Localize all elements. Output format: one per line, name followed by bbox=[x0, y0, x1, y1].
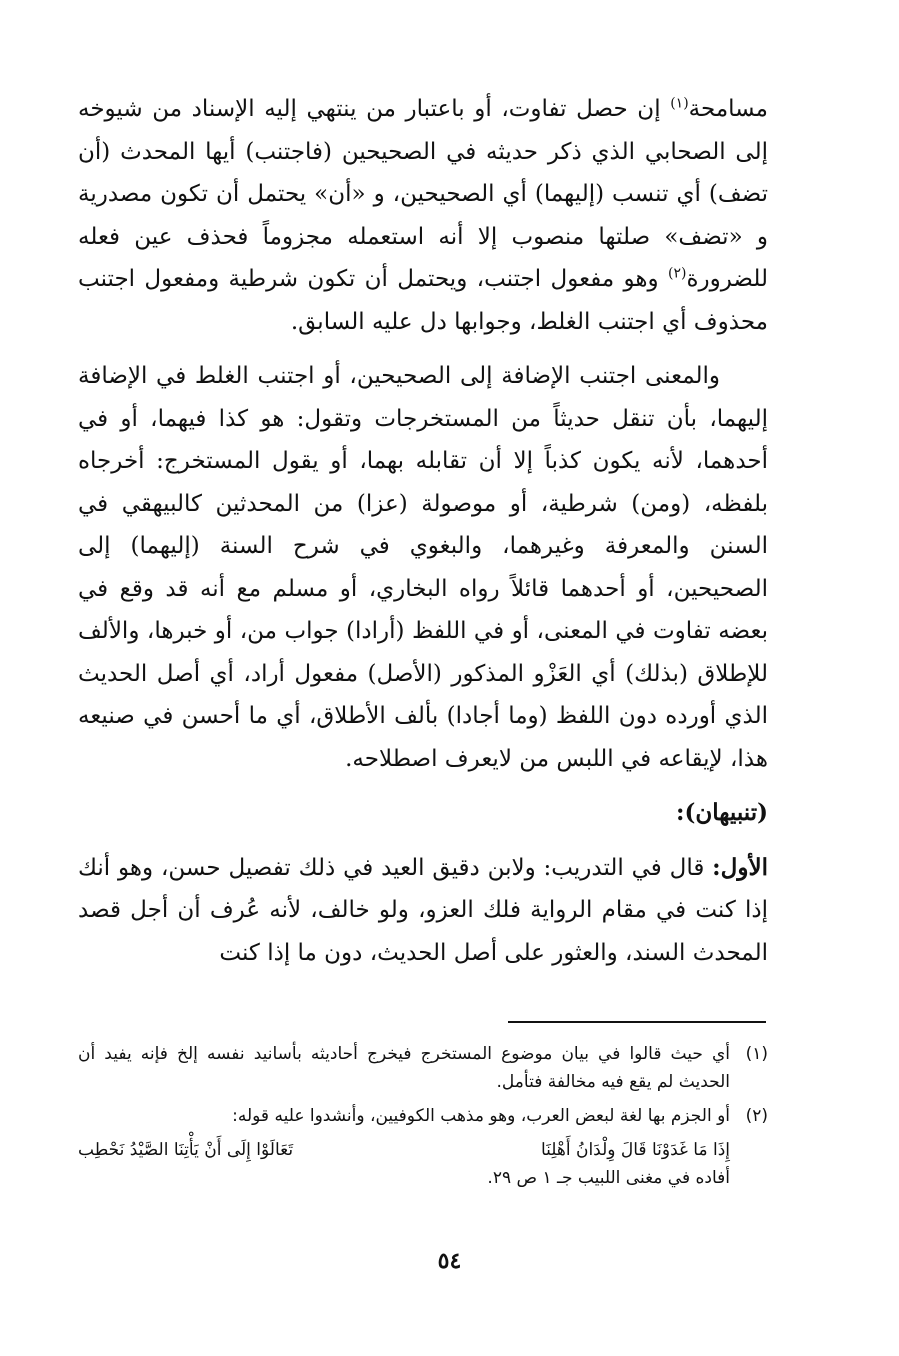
verse-second-hemistich: تَعَالَوْا إِلَى أَنْ يَأْتِنَا الصَّيْدُ نَحْطِب bbox=[78, 1140, 294, 1160]
paragraph-1-middle: إن حصل تفاوت، أو باعتبار من ينتهي إليه الإسناد من شيوخه إلى الصحابي الذي ذكر حديثه في الصحيحين (فاجتنب) أيها المحدث (أن تضف) أي تنسب (إليهما) أي الصحيحين، و «أن» يحتمل أن تكون مصدرية و «تضف» صلتها منصوب إلا أنه استعمله مجزوماً فحذف عين فعله للضرورة bbox=[78, 96, 768, 292]
paragraph-1-end: وهو مفعول اجتنب، ويحتمل أن تكون شرطية ومفعول اجتنب محذوف أي اجتنب الغلط، وجوابها دل عليه السابق. bbox=[78, 266, 768, 335]
first-note-lead: الأول: bbox=[712, 853, 768, 881]
footnote-2-number: (٢) bbox=[745, 1106, 768, 1126]
footnote-divider bbox=[508, 1021, 766, 1023]
paragraph-1-start: مسامحة bbox=[688, 96, 768, 122]
footnote-1 bbox=[78, 1040, 768, 1096]
footnote-ref-2: (٢) bbox=[668, 265, 687, 282]
poetry-verse bbox=[78, 1136, 768, 1164]
footnote-2-source: أفاده في مغنى اللبيب جـ ١ ص ٢٩. bbox=[487, 1168, 730, 1188]
footnote-ref-1: (١) bbox=[670, 95, 689, 112]
first-note-text: قال في التدريب: ولابن دقيق العيد في ذلك تفصيل حسن، وهو أنك إذا كنت في مقام الرواية فلك العزو، ولو خالف، لأنه عُرف أن أجل قصد المحدث السند، والعثور على أصل الحديث، دون ما إذا كنت bbox=[78, 854, 768, 966]
footnotes bbox=[78, 1040, 768, 1192]
paragraph-2: والمعنى اجتنب الإضافة إلى الصحيحين، أو اجتنب الغلط في الإضافة إليهما، بأن تنقل حديثاً من المستخرجات وتقول: هو كذا فيهما، أو في أحدهما، لأنه يكون كذباً إلا أن تقابله بهما، أو يقول المستخرج: أخرجاه بلفظه، (ومن) شرطية، أو موصولة (عزا) من المحدثين كالبيهقي في السنن والمعرفة وغيرهما، والبغوي في شرح السنة (إليهما) إلى الصحيحين، أو أحدهما قائلاً رواه البخاري، أو مسلم مع أنه قد وقع في بعضه تفاوت في المعنى، أو في اللفظ (أرادا) جواب من، أو خبرها، والألف للإطلاق (بذلك) أي العَزْو المذكور (الأصل) مفعول أراد، أي أصل الحديث الذي أورده دون اللفظ (وما أجادا) بألف الأطلاق، أي ما أحسن في صنيعه هذا، لإيقاعه في اللبس من لايعرف اصطلاحه. bbox=[78, 363, 768, 772]
section-heading: (تنبيهان): bbox=[676, 799, 768, 826]
footnote-2 bbox=[78, 1102, 768, 1130]
footnote-1-text: أي حيث قالوا في بيان موضوع المستخرج فيخرج أحاديثه بأسانيد نفسه إلخ فإنه يفيد أن الحديث لم يقع فيه مخالفة فتأمل. bbox=[78, 1044, 730, 1092]
page-body bbox=[78, 88, 768, 986]
verse-first-hemistich: إِذَا مَا غَدَوْنَا قَالَ وِلْدَانُ أَهْلِنَا bbox=[540, 1140, 730, 1160]
footnote-1-number: (١) bbox=[745, 1044, 768, 1064]
footnote-2-text: أو الجزم بها لغة لبعض العرب، وهو مذهب الكوفيين، وأنشدوا عليه قوله: bbox=[232, 1106, 730, 1126]
page-number: ٥٤ bbox=[437, 1248, 462, 1274]
paragraph-1 bbox=[78, 88, 768, 343]
paragraph-3 bbox=[78, 847, 768, 975]
